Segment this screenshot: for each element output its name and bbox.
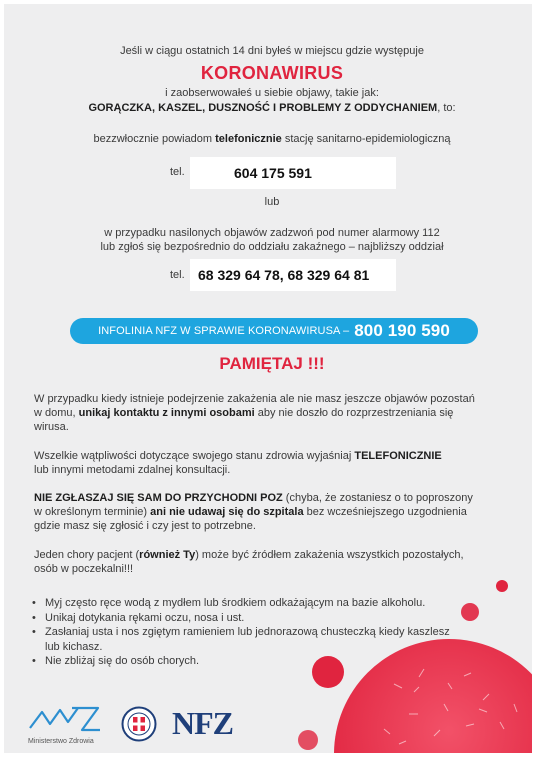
main-title: KORONAWIRUS <box>200 63 344 83</box>
list-item: • Unikaj dotykania rękami oczu, nosa i ust. <box>32 611 245 624</box>
infoline-banner <box>70 318 478 344</box>
paragraph-do-not-visit: NIE ZGŁASZAJ SIĘ SAM DO PRZYCHODNI POZ (chyba, że zostaniesz o to poproszony w określonym terminie) ani nie udawaj się do szpitala bez wcześniejszego uzgodnienia gdzie masz się zgłosić i czy jest to potrzebne. <box>34 492 473 532</box>
decor-dot <box>312 656 344 688</box>
ministry-label: Ministerstwo Zdrowia <box>28 738 94 745</box>
symptoms-intro: i zaobserwowałeś u siebie objawy, takie jak: <box>165 87 379 99</box>
paragraph-infection-source: Jeden chory pacjent (również Ty) może być źródłem zakażenia wszystkich pozostałych, osób w poczekalni!!! <box>34 549 464 575</box>
ministry-logo <box>28 704 108 746</box>
paragraph-remote-consultation: Wszelkie wątpliwości dotyczące swojego stanu zdrowia wyjaśniaj TELEFONICZNIE lub innymi metodami zdalnej konsultacji. <box>34 450 442 476</box>
phone1-label: tel. <box>170 166 185 178</box>
decor-dot <box>298 730 318 750</box>
paragraph-isolation: W przypadku kiedy istnieje podejrzenie zakażenia ale nie masz jeszcze objawów pozostań w domu, unikaj kontaktu z innymi osobami aby nie doszło do rozprzestrzeniania się wirusa. <box>34 393 475 433</box>
or-label: lub <box>264 196 280 208</box>
intro-line <box>4 44 532 58</box>
infoline-label: INFOLINIA NFZ W SPRAWIE KORONAWIRUSA – <box>98 325 350 337</box>
intro-text: Jeśli w ciągu ostatnich 14 dni byłeś w miejscu gdzie występuje <box>120 45 424 57</box>
severe-line1: w przypadku nasilonych objawów zadzwoń pod numer alarmowy 112 <box>104 227 440 239</box>
severe-line2: lub zgłoś się bezpośrednio do oddziału zakaźnego – najbliższy oddział <box>100 241 444 253</box>
phone1-number: 604 175 591 <box>190 157 396 189</box>
ministry-emblem-icon <box>28 704 102 732</box>
notify-line: bezzwłocznie powiadom telefonicznie stację sanitarno-epidemiologiczną <box>93 133 451 145</box>
infoline-number: 800 190 590 <box>354 321 450 340</box>
list-item: • Zasłaniaj usta i nos zgiętym ramieniem lub jednorazową chusteczką kiedy kaszlesz lub kichasz. <box>32 626 450 653</box>
list-item: • Myj często ręce wodą z mydłem lub środkiem odkażającym na bazie alkoholu. <box>32 597 426 609</box>
remember-heading: PAMIĘTAJ !!! <box>219 354 325 373</box>
list-item: • Nie zbliżaj się do osób chorych. <box>32 655 200 667</box>
decor-dot <box>496 580 508 592</box>
phone2-number: 68 329 64 78, 68 329 64 81 <box>190 259 396 291</box>
poster <box>4 4 532 753</box>
phone2-label: tel. <box>170 269 185 281</box>
sanepid-logo <box>121 706 157 747</box>
symptoms-line: GORĄCZKA, KASZEL, DUSZNOŚĆ I PROBLEMY Z ODDYCHANIEM, to: <box>88 102 456 114</box>
symptoms-list: GORĄCZKA, KASZEL, DUSZNOŚĆ I PROBLEMY Z ODDYCHANIEM <box>88 102 438 114</box>
virus-circle <box>334 639 532 753</box>
virus-decoration-graphic <box>274 564 532 753</box>
sanepid-seal-icon <box>121 706 157 742</box>
nfz-logo: NFZ <box>172 705 233 741</box>
decor-dot <box>461 603 479 621</box>
